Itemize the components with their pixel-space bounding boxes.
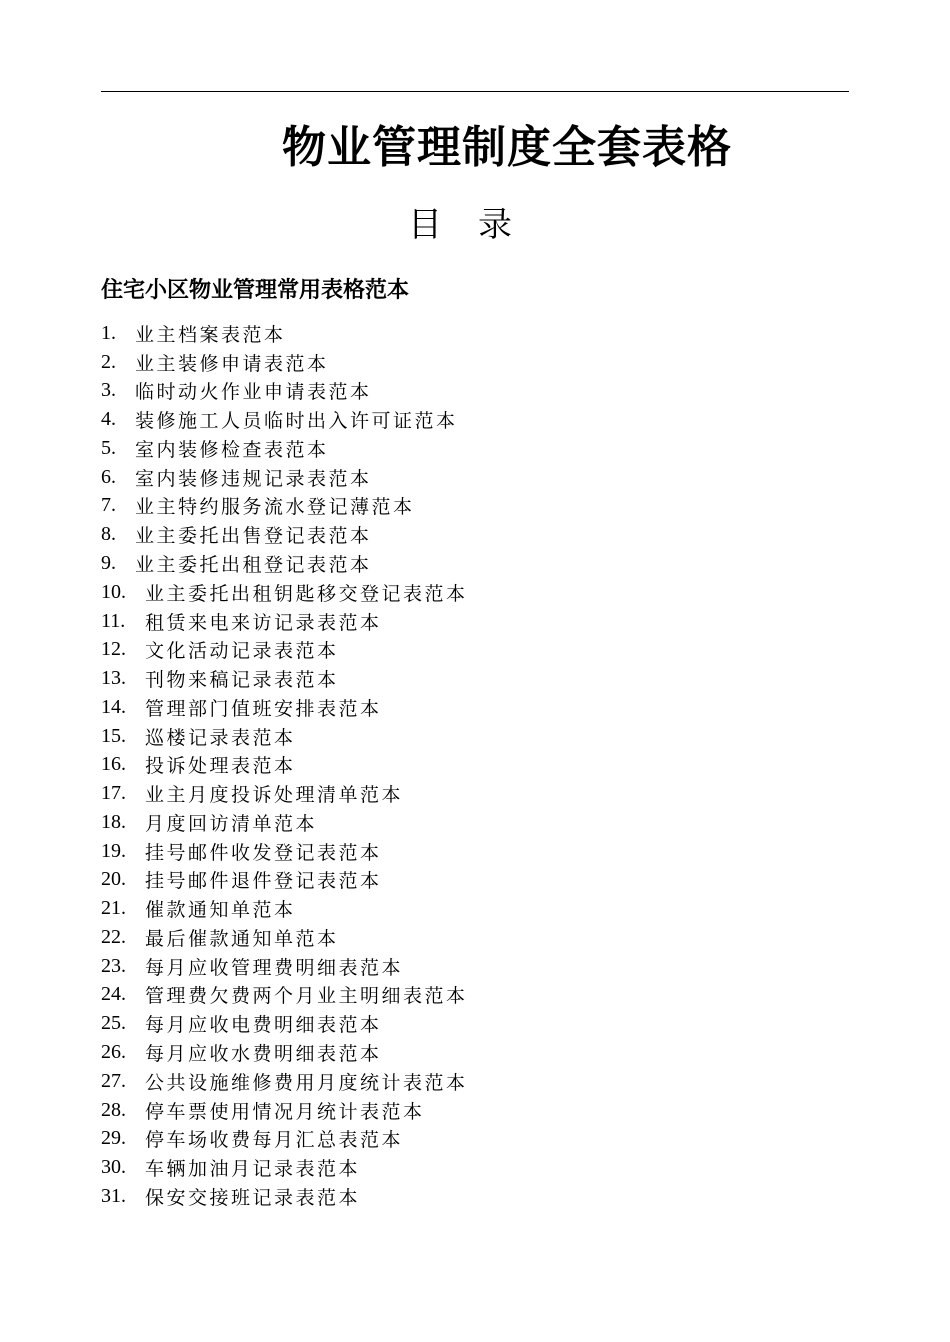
toc-item[interactable] — [101, 607, 468, 636]
toc-item-number: 13. — [101, 667, 126, 690]
toc-item-number: 12. — [101, 638, 126, 661]
toc-item-number: 21. — [101, 897, 126, 920]
toc-item-label: 保安交接班记录表范本 — [145, 1186, 361, 1209]
toc-item[interactable] — [101, 520, 468, 549]
toc-item-number: 7. — [101, 494, 116, 517]
toc-item[interactable] — [101, 1124, 468, 1153]
toc-item[interactable] — [101, 1182, 468, 1211]
toc-item-label: 车辆加油月记录表范本 — [145, 1158, 361, 1181]
toc-item-label: 业主委托出租钥匙移交登记表范本 — [145, 582, 468, 605]
toc-item-number: 22. — [101, 925, 126, 948]
toc-item-label: 业主档案表范本 — [135, 323, 286, 346]
toc-item-number: 11. — [101, 609, 126, 632]
toc-item-label: 管理部门值班安排表范本 — [145, 697, 382, 720]
toc-item[interactable] — [101, 750, 468, 779]
toc-item-label: 巡楼记录表范本 — [145, 726, 296, 749]
toc-heading: 目录 — [408, 205, 548, 245]
toc-item-number: 10. — [101, 580, 126, 603]
toc-item-label: 文化活动记录表范本 — [145, 640, 339, 663]
toc-item[interactable] — [101, 348, 468, 377]
header-rule — [101, 91, 849, 92]
toc-item-number: 26. — [101, 1041, 126, 1064]
toc-item-label: 每月应收水费明细表范本 — [145, 1043, 382, 1066]
toc-item-number: 25. — [101, 1012, 126, 1035]
toc-item-label: 室内装修检查表范本 — [135, 438, 329, 461]
toc-item[interactable] — [101, 923, 468, 952]
toc-item-label: 公共设施维修费用月度统计表范本 — [145, 1071, 468, 1094]
toc-item[interactable] — [101, 377, 468, 406]
section-heading: 住宅小区物业管理常用表格范本 — [101, 277, 410, 303]
toc-item-number: 15. — [101, 724, 126, 747]
toc-item-number: 1. — [101, 321, 116, 344]
toc-item-label: 临时动火作业申请表范本 — [135, 381, 372, 404]
toc-item[interactable] — [101, 1038, 468, 1067]
toc-item-number: 3. — [101, 379, 116, 402]
toc-item[interactable] — [101, 808, 468, 837]
toc-item-number: 8. — [101, 523, 116, 546]
toc-item-label: 管理费欠费两个月业主明细表范本 — [145, 985, 468, 1008]
toc-item[interactable] — [101, 837, 468, 866]
toc-item-label: 挂号邮件退件登记表范本 — [145, 870, 382, 893]
toc-item[interactable] — [101, 866, 468, 895]
toc-item[interactable] — [101, 434, 468, 463]
toc-item-number: 16. — [101, 753, 126, 776]
toc-item-label: 月度回访清单范本 — [145, 812, 318, 835]
toc-item-number: 5. — [101, 436, 116, 459]
toc-item[interactable] — [101, 1096, 468, 1125]
toc-item-label: 业主委托出租登记表范本 — [135, 554, 372, 576]
toc-item[interactable] — [101, 1153, 468, 1182]
toc-item[interactable] — [101, 319, 468, 348]
toc-item-number: 19. — [101, 839, 126, 862]
toc-item-label: 最后催款通知单范本 — [145, 927, 339, 950]
toc-item[interactable] — [101, 463, 468, 492]
toc-item-number: 31. — [101, 1184, 126, 1207]
toc-item-number: 9. — [101, 552, 116, 574]
toc-item[interactable] — [101, 1009, 468, 1038]
toc-item-number: 28. — [101, 1098, 126, 1121]
toc-item-number: 23. — [101, 954, 126, 977]
toc-item-number: 2. — [101, 350, 116, 373]
toc-list — [101, 319, 468, 1211]
toc-item[interactable] — [101, 894, 468, 923]
toc-item-number: 17. — [101, 782, 126, 805]
toc-item[interactable] — [101, 779, 468, 808]
toc-item-number: 6. — [101, 465, 116, 488]
toc-item-label: 业主委托出售登记表范本 — [135, 525, 372, 548]
toc-item-number: 20. — [101, 868, 126, 891]
toc-item[interactable] — [101, 693, 468, 722]
toc-item-label: 投诉处理表范本 — [145, 755, 296, 778]
toc-item-label: 停车场收费每月汇总表范本 — [145, 1129, 404, 1152]
toc-item-label: 装修施工人员临时出入许可证范本 — [135, 410, 458, 433]
toc-item[interactable] — [101, 722, 468, 751]
toc-item-label: 业主月度投诉处理清单范本 — [145, 784, 404, 807]
toc-item-number: 14. — [101, 695, 126, 718]
toc-item-label: 室内装修违规记录表范本 — [135, 467, 372, 490]
toc-item[interactable] — [101, 1067, 468, 1096]
toc-item-number: 29. — [101, 1127, 126, 1150]
toc-item-label: 停车票使用情况月统计表范本 — [145, 1100, 425, 1123]
toc-item-number: 4. — [101, 408, 116, 431]
toc-item[interactable] — [101, 492, 468, 521]
toc-item[interactable] — [101, 549, 468, 578]
toc-item[interactable] — [101, 981, 468, 1010]
document-title: 物业管理制度全套表格 — [282, 122, 732, 173]
toc-item-label: 业主装修申请表范本 — [135, 352, 329, 375]
toc-item-label: 每月应收管理费明细表范本 — [145, 956, 404, 979]
toc-item-number: 27. — [101, 1069, 126, 1092]
toc-item[interactable] — [101, 578, 468, 607]
toc-item[interactable] — [101, 664, 468, 693]
toc-item[interactable] — [101, 405, 468, 434]
toc-item-label: 催款通知单范本 — [145, 899, 296, 922]
toc-item[interactable] — [101, 952, 468, 981]
toc-item-label: 每月应收电费明细表范本 — [145, 1014, 382, 1037]
toc-item-label: 业主特约服务流水登记薄范本 — [135, 496, 415, 519]
toc-item-label: 租赁来电来访记录表范本 — [145, 611, 382, 634]
toc-item-number: 30. — [101, 1156, 126, 1179]
toc-item[interactable] — [101, 635, 468, 664]
toc-item-number: 24. — [101, 983, 126, 1006]
toc-item-number: 18. — [101, 810, 126, 833]
toc-item-label: 刊物来稿记录表范本 — [145, 669, 339, 692]
toc-item-label: 挂号邮件收发登记表范本 — [145, 841, 382, 864]
